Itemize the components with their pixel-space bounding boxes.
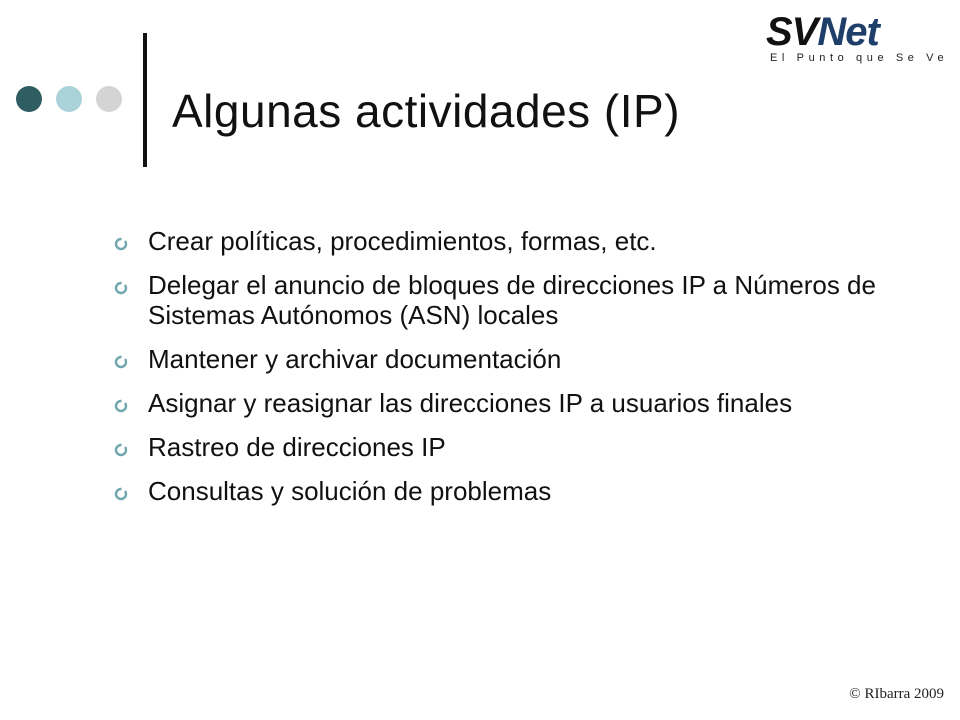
copyright-notice: © RIbarra 2009 [849, 686, 944, 702]
bullet-ring-icon [114, 399, 128, 413]
logo-word-part2: Net [817, 10, 879, 54]
title-rule [143, 33, 147, 167]
decor-dot-gray [96, 86, 122, 112]
bullet-text: Mantener y archivar documentación [148, 344, 562, 374]
bullet-list [114, 226, 914, 520]
slide-title: Algunas actividades (IP) [172, 85, 681, 137]
bullet-text: Delegar el anuncio de bloques de direcciones IP a Números de Sistemas Autónomos (ASN) locales [148, 270, 876, 330]
list-item [114, 344, 914, 374]
bullet-ring-icon [114, 487, 128, 501]
bullet-ring-icon [114, 281, 128, 295]
logo-wordmark [766, 10, 879, 54]
list-item [114, 226, 914, 256]
bullet-text: Asignar y reasignar las direcciones IP a usuarios finales [148, 388, 793, 418]
list-item [114, 388, 914, 418]
svnet-logo [766, 10, 949, 66]
bullet-text: Crear políticas, procedimientos, formas, etc. [148, 226, 657, 256]
bullet-text: Rastreo de direcciones IP [148, 432, 446, 462]
list-item [114, 432, 914, 462]
logo-word-part1: SV [766, 10, 818, 54]
list-item [114, 476, 914, 506]
bullet-ring-icon [114, 443, 128, 457]
bullet-text: Consultas y solución de problemas [148, 476, 552, 506]
logo-tagline: El Punto que Se Ve [770, 52, 949, 64]
list-item [114, 270, 914, 330]
bullet-ring-icon [114, 237, 128, 251]
decor-dot-dark [16, 86, 42, 112]
decor-dot-light [56, 86, 82, 112]
bullet-ring-icon [114, 355, 128, 369]
